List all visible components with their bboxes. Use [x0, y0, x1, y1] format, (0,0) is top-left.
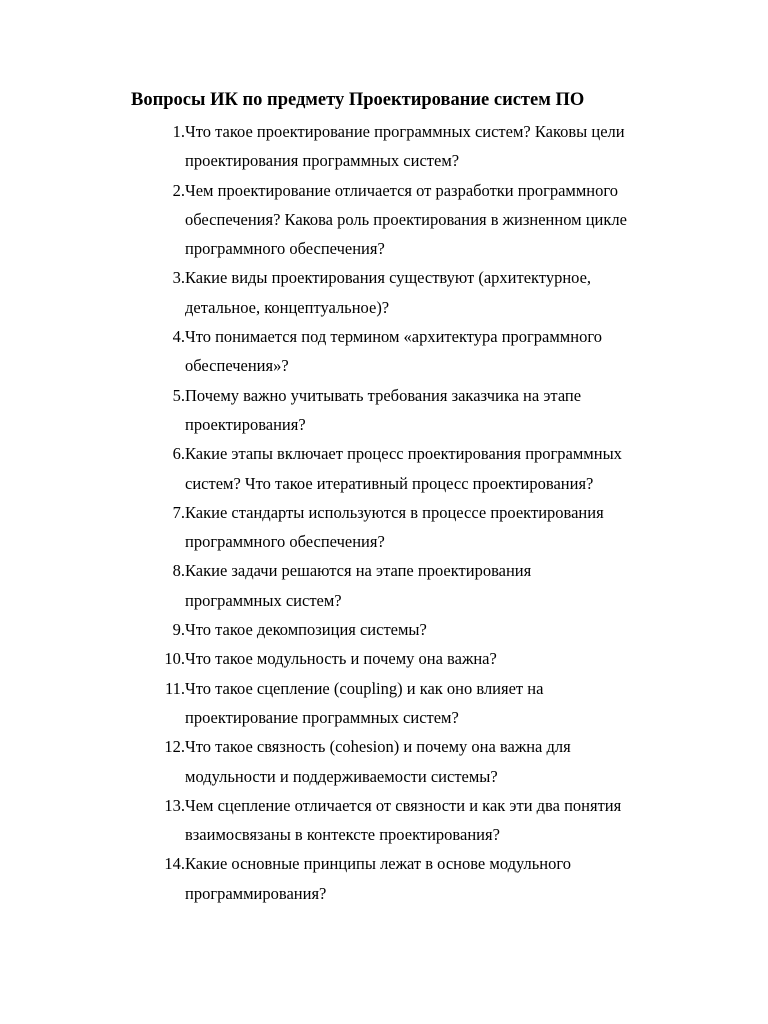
question-item: [0, 439, 768, 498]
question-text: Какие основные принципы лежат в основе модульного программирования?: [185, 854, 571, 903]
question-text: Что такое декомпозиция системы?: [185, 620, 427, 640]
question-text: Что понимается под термином «архитектура программного обеспечения»?: [185, 327, 602, 376]
question-number: 10.: [164, 649, 185, 669]
question-item: [0, 644, 768, 673]
question-number: 3.: [172, 268, 185, 288]
question-item: [0, 556, 768, 615]
question-number: 4.: [172, 327, 185, 347]
question-text: Что такое связность (cohesion) и почему она важна для модульности и поддерживаемости системы?: [185, 737, 571, 786]
question-text: Что такое сцепление (coupling) и как оно влияет на проектирование программных систем?: [185, 678, 544, 727]
question-number: 9.: [172, 620, 185, 640]
question-number: 5.: [172, 385, 185, 405]
question-item: [0, 263, 768, 322]
question-text: Какие задачи решаются на этапе проектирования программных систем?: [185, 561, 532, 610]
question-number: 7.: [172, 502, 185, 522]
question-number: 14.: [164, 854, 185, 874]
question-item: [0, 732, 768, 791]
question-item: [0, 674, 768, 733]
question-item: [0, 381, 768, 440]
question-number: 1.: [172, 122, 185, 141]
question-number: 2.: [172, 180, 185, 200]
question-item: [0, 849, 768, 908]
question-text: Что такое модульность и почему она важна?: [185, 649, 497, 669]
question-item: [0, 498, 768, 557]
question-item: [0, 322, 768, 381]
question-text: Какие виды проектирования существуют (архитектурное, детальное, концептуальное)?: [185, 268, 592, 317]
questions-list: [0, 117, 768, 908]
question-item: [0, 176, 768, 264]
question-number: 13.: [164, 795, 185, 815]
question-item: [0, 615, 768, 644]
question-item: [0, 791, 768, 850]
question-number: 12.: [164, 737, 185, 757]
question-item: [0, 117, 768, 176]
question-text: Почему важно учитывать требования заказчика на этапе проектирования?: [185, 385, 582, 434]
question-text: Какие стандарты используются в процессе проектирования программного обеспечения?: [185, 502, 604, 552]
question-text: Что такое проектирование программных систем? Каковы цели проектирования программных систем?: [185, 122, 625, 171]
document-title: Вопросы ИК по предмету Проектирование систем ПО: [131, 90, 585, 110]
question-number: 6.: [172, 444, 185, 464]
question-number: 8.: [172, 561, 185, 581]
question-text: Чем проектирование отличается от разработки программного обеспечения? Какова роль проектирования в жизненном цикле программного обеспечения?: [185, 180, 627, 259]
question-number: 11.: [164, 678, 185, 698]
question-text: Какие этапы включает процесс проектирования программных систем? Что такое итеративный процесс проектирования?: [185, 444, 622, 493]
question-text: Чем сцепление отличается от связности и как эти два понятия взаимосвязаны в контексте проектирования?: [185, 795, 622, 845]
